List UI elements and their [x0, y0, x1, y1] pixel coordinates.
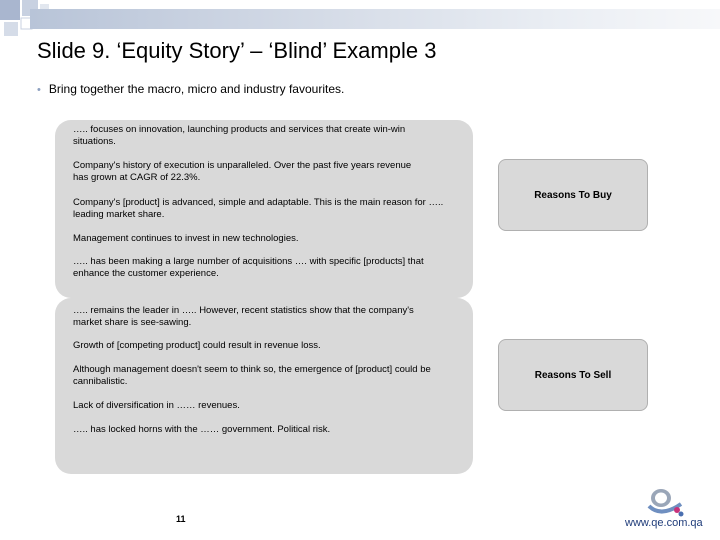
sell-item: ….. remains the leader in ….. However, recent statistics show that the company's market share is see-sawing. — [73, 305, 414, 328]
reasons-to-sell-label: Reasons To Sell — [534, 369, 612, 381]
bullet-icon: • — [37, 84, 41, 96]
sell-item: ….. has locked horns with the …… government. Political risk. — [73, 424, 331, 435]
website-link[interactable]: www.qe.com.qa — [625, 517, 703, 529]
reasons-to-buy-box — [498, 159, 648, 231]
sell-item: Growth of [competing product] could result in revenue loss. — [73, 340, 321, 351]
company-logo-icon — [643, 484, 687, 520]
buy-item: Management continues to invest in new technologies. — [73, 233, 299, 244]
buy-reasons-panel — [55, 120, 473, 298]
buy-item: Company's [product] is advanced, simple and adaptable. This is the main reason for ….. leading market share. — [73, 197, 444, 220]
buy-item: ….. has been making a large number of acquisitions …. with specific [products] that enhance the customer experience. — [73, 256, 424, 279]
sell-reasons-panel — [55, 298, 473, 474]
slide-title: Slide 9. ‘Equity Story’ – ‘Blind’ Example 3 — [37, 38, 437, 63]
sell-item: Lack of diversification in …… revenues. — [73, 400, 240, 411]
reasons-to-sell-box — [498, 339, 648, 411]
buy-item: ….. focuses on innovation, launching products and services that create win-win situations. — [73, 124, 406, 147]
header-band — [30, 9, 720, 29]
reasons-to-buy-label: Reasons To Buy — [534, 189, 612, 201]
sell-item: Although management doesn't seem to think so, the emergence of [product] could be cannibalistic. — [73, 364, 431, 387]
bullet-point — [37, 82, 344, 96]
buy-item: Company's history of execution is unparalleled. Over the past five years revenue has grown at CAGR of 22.3%. — [73, 160, 412, 183]
page-number: 11 — [176, 514, 186, 524]
bullet-text: Bring together the macro, micro and industry favourites. — [48, 82, 345, 96]
